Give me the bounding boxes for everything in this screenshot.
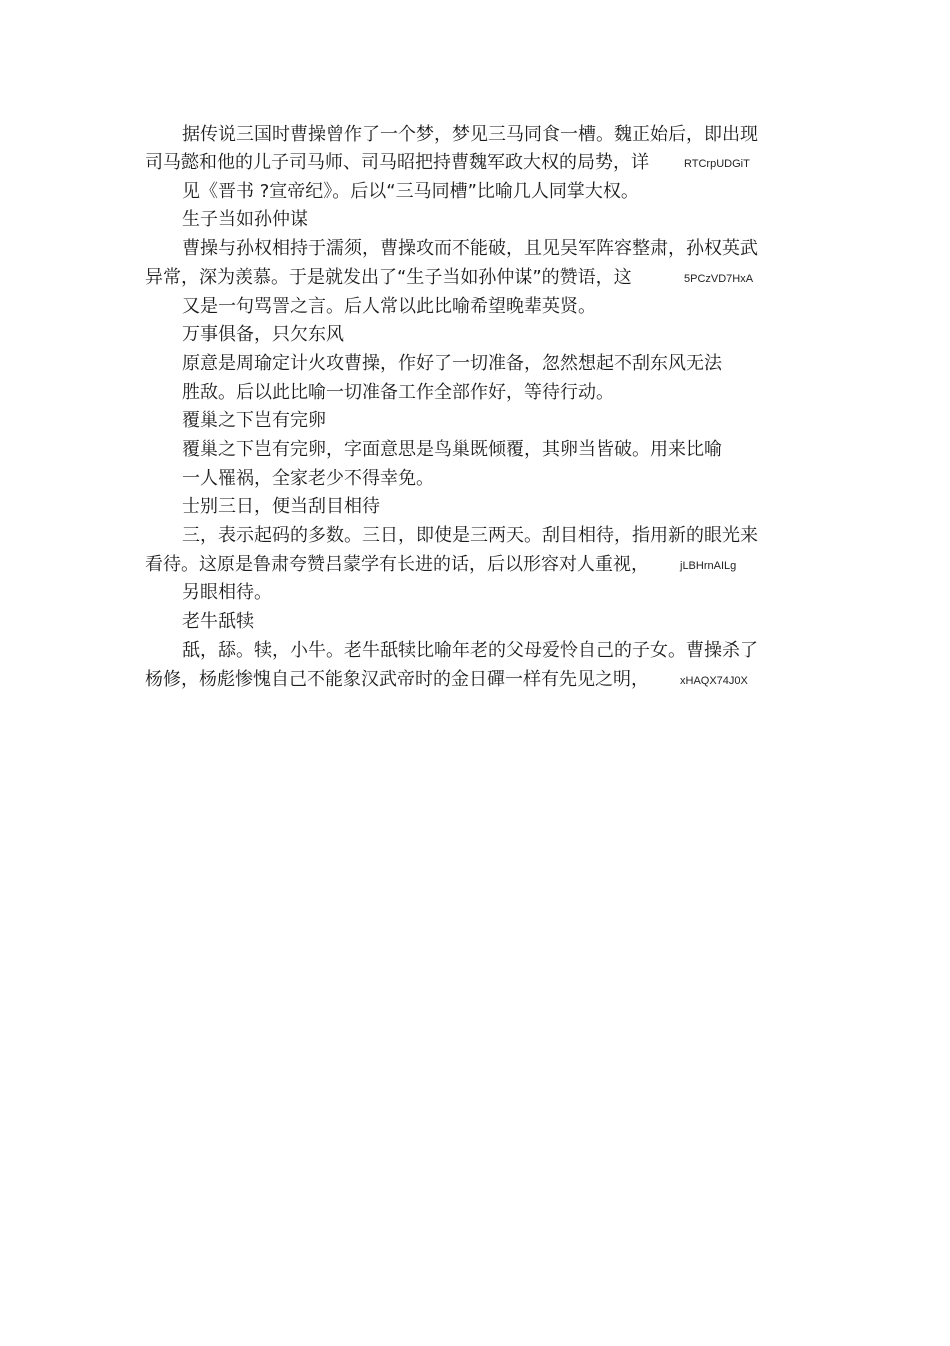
body-line: 一人罹祸，全家老少不得幸免。 (182, 468, 434, 489)
body-line: 看待。这原是鲁肃夸赞吕蒙学有长进的话，后以形容对人重视， (145, 554, 649, 575)
reference-code: xHAQX74J0X (680, 675, 748, 687)
idiom-heading: 万事俱备，只欠东风 (182, 324, 344, 345)
body-line: 司马懿和他的儿子司马师、司马昭把持曹魏军政大权的局势，详 (145, 152, 649, 173)
reference-code: 5PCzVD7HxA (684, 273, 754, 285)
body-line: 异常，深为羡慕。于是就发出了“生子当如孙仲谋”的赞语，这 (145, 267, 632, 288)
idiom-heading: 士别三日，便当刮目相待 (182, 496, 380, 517)
body-line: 杨修，杨彪惨愧自己不能象汉武帝时的金日磾一样有先见之明， (145, 669, 649, 690)
body-line: 据传说三国时曹操曾作了一个梦，梦见三马同食一槽。魏正始后，即出现 (182, 124, 758, 145)
reference-code: RTCrpUDGiT (684, 158, 750, 170)
body-line: 又是一句骂詈之言。后人常以此比喻希望晚辈英贤。 (182, 296, 596, 317)
body-line: 曹操与孙权相持于濡须，曹操攻而不能破，且见吴军阵容整肃，孙权英武 (182, 238, 758, 259)
reference-code: jLBHrnAILg (680, 560, 737, 572)
body-line: 三，表示起码的多数。三日，即使是三两天。刮目相待，指用新的眼光来 (182, 525, 758, 546)
idiom-heading: 覆巢之下岂有完卵 (182, 410, 326, 431)
body-line: 见《晋书 ?宣帝纪》。后以“三马同槽”比喻几人同掌大权。 (182, 181, 639, 202)
body-line: 舐，舔。犊，小牛。老牛舐犊比喻年老的父母爱怜自己的子女。曹操杀了 (182, 640, 758, 661)
body-line: 原意是周瑜定计火攻曹操，作好了一切准备，忽然想起不刮东风无法 (182, 353, 722, 374)
body-line: 覆巢之下岂有完卵，字面意思是鸟巢既倾覆，其卵当皆破。用来比喻 (182, 439, 722, 460)
body-line: 另眼相待。 (182, 582, 272, 603)
idiom-heading: 老牛舐犊 (182, 611, 254, 632)
body-line: 胜敌。后以此比喻一切准备工作全部作好，等待行动。 (182, 382, 614, 403)
idiom-heading: 生子当如孙仲谋 (182, 209, 308, 230)
